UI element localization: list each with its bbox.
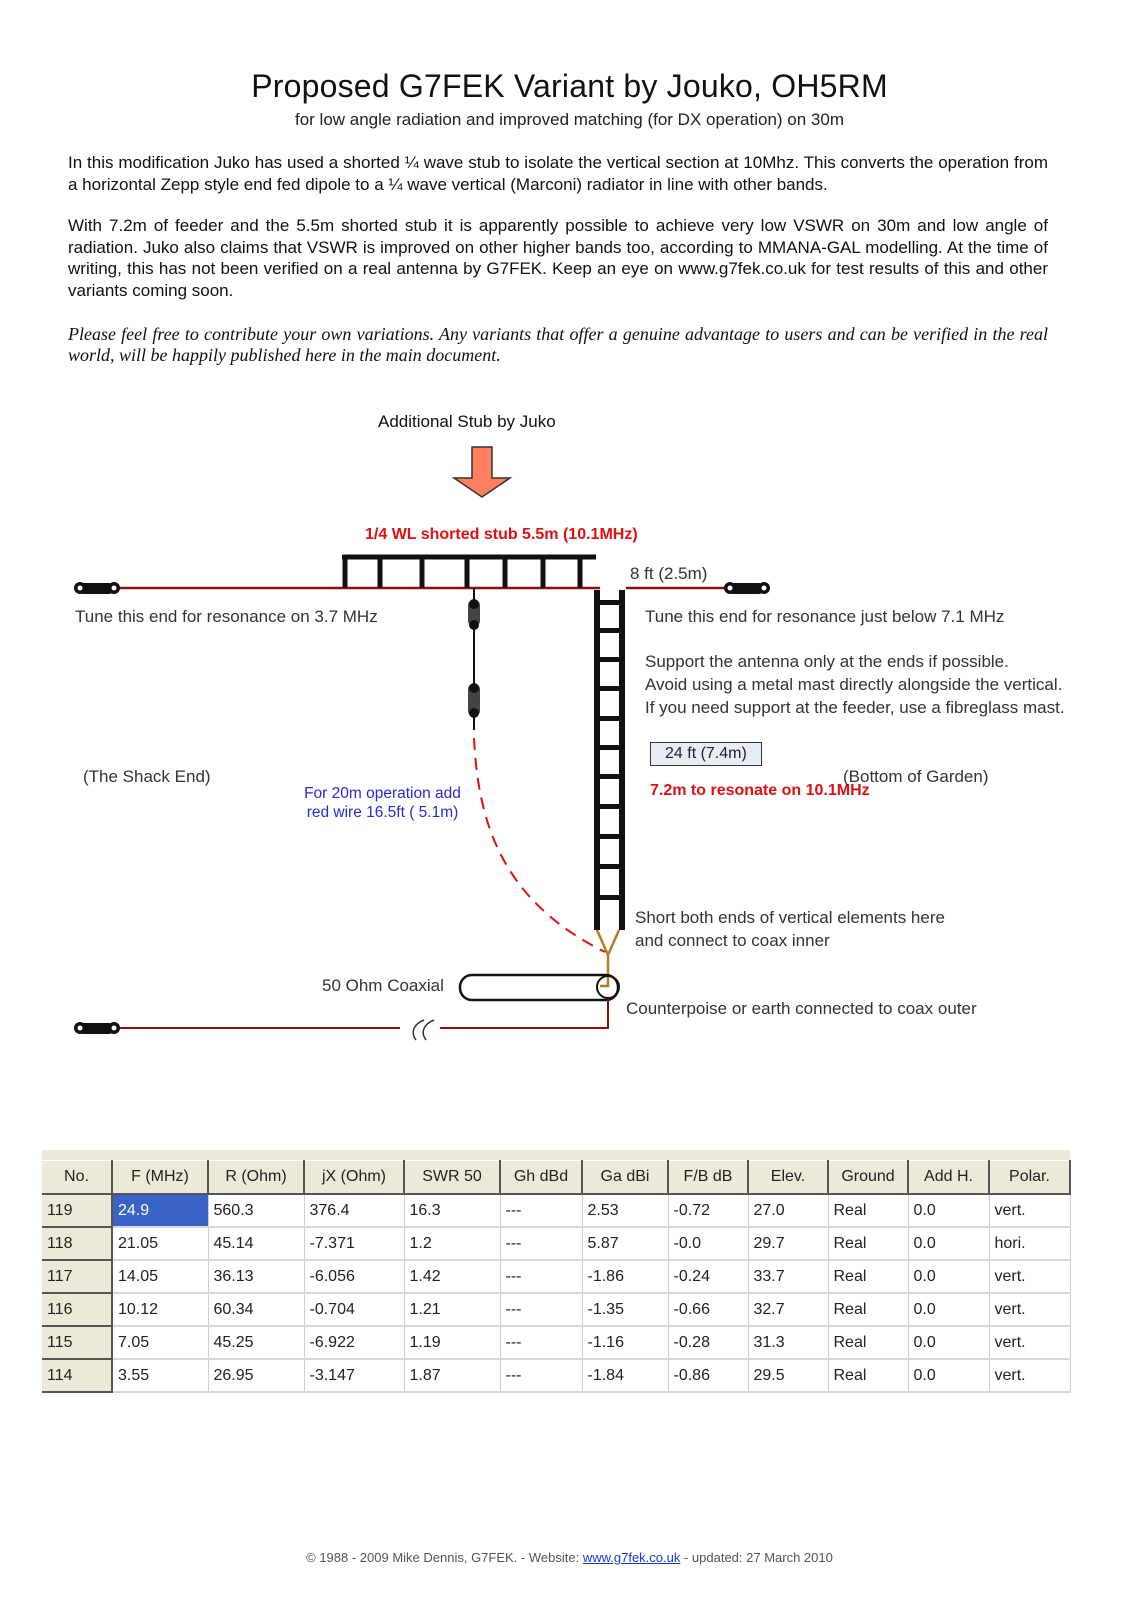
contribute-paragraph: Please feel free to contribute your own variations. Any variants that offer a genuine advantage to users and can be verified in the real world, will be happily published here in the main document.	[68, 324, 1048, 365]
twenty-m-note-line: For 20m operation add	[304, 785, 461, 802]
cell-ga[interactable]: 2.53	[582, 1194, 668, 1227]
cell-addh[interactable]: 0.0	[908, 1194, 989, 1227]
table-row[interactable]	[42, 1260, 1070, 1293]
short-note	[635, 906, 945, 952]
cell-gh[interactable]: ---	[500, 1194, 582, 1227]
cell-jx[interactable]: -6.056	[304, 1260, 404, 1293]
cell-fb[interactable]: -0.28	[668, 1326, 748, 1359]
col-header-polar[interactable]: Polar.	[989, 1161, 1070, 1195]
col-header-ground[interactable]: Ground	[828, 1161, 908, 1195]
col-header-addh[interactable]: Add H.	[908, 1161, 989, 1195]
cell-jx[interactable]: -3.147	[304, 1359, 404, 1392]
vertical-length-label: 24 ft (7.4m)	[650, 742, 762, 766]
website-link[interactable]: www.g7fek.co.uk	[582, 1550, 681, 1565]
table-row[interactable]	[42, 1293, 1070, 1326]
col-header-freq[interactable]: F (MHz)	[112, 1161, 208, 1195]
cell-freq[interactable]: 10.12	[112, 1293, 208, 1326]
results-grid	[42, 1150, 1070, 1393]
cell-ga[interactable]: -1.84	[582, 1359, 668, 1392]
down-arrow-icon	[454, 447, 510, 497]
cell-polar[interactable]: vert.	[989, 1194, 1070, 1227]
support-note: Support the antenna only at the ends if possible.	[645, 652, 1009, 671]
cell-jx[interactable]: 376.4	[304, 1194, 404, 1227]
cell-freq[interactable]: 21.05	[112, 1227, 208, 1260]
break-mark-icon	[413, 1020, 434, 1040]
cell-polar[interactable]: vert.	[989, 1260, 1070, 1293]
table-row[interactable]	[42, 1194, 1070, 1227]
cell-gh[interactable]: ---	[500, 1326, 582, 1359]
cell-fb[interactable]: -0.24	[668, 1260, 748, 1293]
results-table	[42, 1160, 1071, 1393]
cell-addh[interactable]: 0.0	[908, 1293, 989, 1326]
cell-ground[interactable]: Real	[828, 1194, 908, 1227]
page-title: Proposed G7FEK Variant by Jouko, OH5RM	[251, 68, 888, 104]
cell-jx[interactable]: -7.371	[304, 1227, 404, 1260]
cell-gh[interactable]: ---	[500, 1293, 582, 1326]
row-number[interactable]: 118	[42, 1227, 112, 1260]
garden-end-label: (Bottom of Garden)	[843, 767, 989, 786]
cell-polar[interactable]: vert.	[989, 1293, 1070, 1326]
col-header-r[interactable]: R (Ohm)	[208, 1161, 304, 1195]
cell-fb[interactable]: -0.66	[668, 1293, 748, 1326]
cell-gh[interactable]: ---	[500, 1260, 582, 1293]
intro-paragraph: In this modification Juko has used a shorted ¼ wave stub to isolate the vertical section at 10Mhz. This converts the operation from a horizontal Zepp style end fed dipole to a ¼ wave vertical (Marconi) radiator in line with other bands.	[68, 153, 1048, 194]
cell-ground[interactable]: Real	[828, 1293, 908, 1326]
cell-ground[interactable]: Real	[828, 1359, 908, 1392]
cell-r[interactable]: 60.34	[208, 1293, 304, 1326]
cell-polar[interactable]: vert.	[989, 1359, 1070, 1392]
cell-ground[interactable]: Real	[828, 1260, 908, 1293]
col-header-fb[interactable]: F/B dB	[668, 1161, 748, 1195]
cell-swr[interactable]: 1.21	[404, 1293, 500, 1326]
cell-swr[interactable]: 1.2	[404, 1227, 500, 1260]
col-header-gh[interactable]: Gh dBd	[500, 1161, 582, 1195]
left-tune-label: Tune this end for resonance on 3.7 MHz	[75, 607, 378, 626]
col-header-jx[interactable]: jX (Ohm)	[304, 1161, 404, 1195]
support-note: If you need support at the feeder, use a fibreglass mast.	[645, 698, 1065, 717]
row-number[interactable]: 119	[42, 1194, 112, 1227]
table-header-row	[42, 1161, 1070, 1195]
row-number[interactable]: 116	[42, 1293, 112, 1326]
cell-addh[interactable]: 0.0	[908, 1326, 989, 1359]
col-header-ga[interactable]: Ga dBi	[582, 1161, 668, 1195]
cell-elev[interactable]: 32.7	[748, 1293, 828, 1326]
right-length-label: 8 ft (2.5m)	[630, 564, 708, 583]
cell-freq[interactable]: 7.05	[112, 1326, 208, 1359]
footer	[0, 1550, 1139, 1565]
coax-label: 50 Ohm Coaxial	[322, 976, 444, 995]
cell-swr[interactable]: 1.87	[404, 1359, 500, 1392]
short-note-line: Short both ends of vertical elements here	[635, 908, 945, 927]
row-number[interactable]: 117	[42, 1260, 112, 1293]
cell-jx[interactable]: -0.704	[304, 1293, 404, 1326]
cell-freq[interactable]: 14.05	[112, 1260, 208, 1293]
cell-elev[interactable]: 31.3	[748, 1326, 828, 1359]
cell-r[interactable]: 36.13	[208, 1260, 304, 1293]
end-insulator-right-icon	[724, 582, 770, 594]
vswr-paragraph: With 7.2m of feeder and the 5.5m shorted stub it is apparently possible to achieve very low VSWR on 30m and low angle of radiation. Juko also claims that VSWR is improved on other higher bands too, according to MMANA-GAL modelling. At the time of writing, this has not been verified on a real antenna by G7FEK. Keep an eye on www.g7fek.co.uk for test results of this and other variants coming soon.	[68, 216, 1048, 300]
cell-ground[interactable]: Real	[828, 1227, 908, 1260]
cell-elev[interactable]: 27.0	[748, 1194, 828, 1227]
table-row[interactable]	[42, 1359, 1070, 1392]
grid-top-bar	[42, 1150, 1070, 1160]
support-note: Avoid using a metal mast directly alongside the vertical.	[645, 675, 1063, 694]
cell-polar[interactable]: vert.	[989, 1326, 1070, 1359]
shack-end-label: (The Shack End)	[83, 767, 211, 786]
cell-freq[interactable]: 3.55	[112, 1359, 208, 1392]
twenty-m-note	[290, 784, 475, 822]
cell-elev[interactable]: 33.7	[748, 1260, 828, 1293]
twenty-m-note-line: red wire 16.5ft ( 5.1m)	[306, 804, 459, 821]
stub-label: 1/4 WL shorted stub 5.5m (10.1MHz)	[365, 526, 638, 543]
cell-gh[interactable]: ---	[500, 1227, 582, 1260]
page-subtitle: for low angle radiation and improved matching (for DX operation) on 30m	[294, 110, 844, 129]
cell-swr[interactable]: 1.42	[404, 1260, 500, 1293]
cell-ga[interactable]: 5.87	[582, 1227, 668, 1260]
cell-addh[interactable]: 0.0	[908, 1227, 989, 1260]
support-notes	[645, 650, 1065, 719]
callout-label: Additional Stub by Juko	[378, 412, 556, 431]
col-header-elev[interactable]: Elev.	[748, 1161, 828, 1195]
cell-r[interactable]: 45.14	[208, 1227, 304, 1260]
right-tune-label: Tune this end for resonance just below 7.1 MHz	[645, 607, 1005, 626]
cell-freq[interactable]: 24.9	[112, 1194, 208, 1227]
short-note-line: and connect to coax inner	[635, 931, 830, 950]
cell-r[interactable]: 26.95	[208, 1359, 304, 1392]
footer-copyright: © 1988 - 2009 Mike Dennis, G7FEK. - Website:	[306, 1550, 583, 1565]
cell-elev[interactable]: 29.7	[748, 1227, 828, 1260]
cell-addh[interactable]: 0.0	[908, 1359, 989, 1392]
cell-ground[interactable]: Real	[828, 1326, 908, 1359]
table-row[interactable]	[42, 1326, 1070, 1359]
col-header-swr[interactable]: SWR 50	[404, 1161, 500, 1195]
cell-swr[interactable]: 16.3	[404, 1194, 500, 1227]
cell-fb[interactable]: -0.0	[668, 1227, 748, 1260]
end-insulator-bottom-icon	[74, 1022, 120, 1034]
footer-updated: - updated: 27 March 2010	[680, 1550, 833, 1565]
cell-polar[interactable]: hori.	[989, 1227, 1070, 1260]
cell-ga[interactable]: -1.16	[582, 1326, 668, 1359]
cell-fb[interactable]: -0.86	[668, 1359, 748, 1392]
cell-r[interactable]: 560.3	[208, 1194, 304, 1227]
end-insulator-left-icon	[74, 582, 120, 594]
cell-r[interactable]: 45.25	[208, 1326, 304, 1359]
cell-gh[interactable]: ---	[500, 1359, 582, 1392]
cell-ga[interactable]: -1.35	[582, 1293, 668, 1326]
counterpoise-label: Counterpoise or earth connected to coax outer	[626, 999, 977, 1018]
table-row[interactable]	[42, 1227, 1070, 1260]
cell-jx[interactable]: -6.922	[304, 1326, 404, 1359]
col-header-no[interactable]: No.	[42, 1161, 112, 1195]
row-number[interactable]: 114	[42, 1359, 112, 1392]
resonate-label: 7.2m to resonate on 10.1MHz	[650, 782, 870, 799]
cell-elev[interactable]: 29.5	[748, 1359, 828, 1392]
cell-ga[interactable]: -1.86	[582, 1260, 668, 1293]
cell-swr[interactable]: 1.19	[404, 1326, 500, 1359]
row-number[interactable]: 115	[42, 1326, 112, 1359]
cell-addh[interactable]: 0.0	[908, 1260, 989, 1293]
cell-fb[interactable]: -0.72	[668, 1194, 748, 1227]
